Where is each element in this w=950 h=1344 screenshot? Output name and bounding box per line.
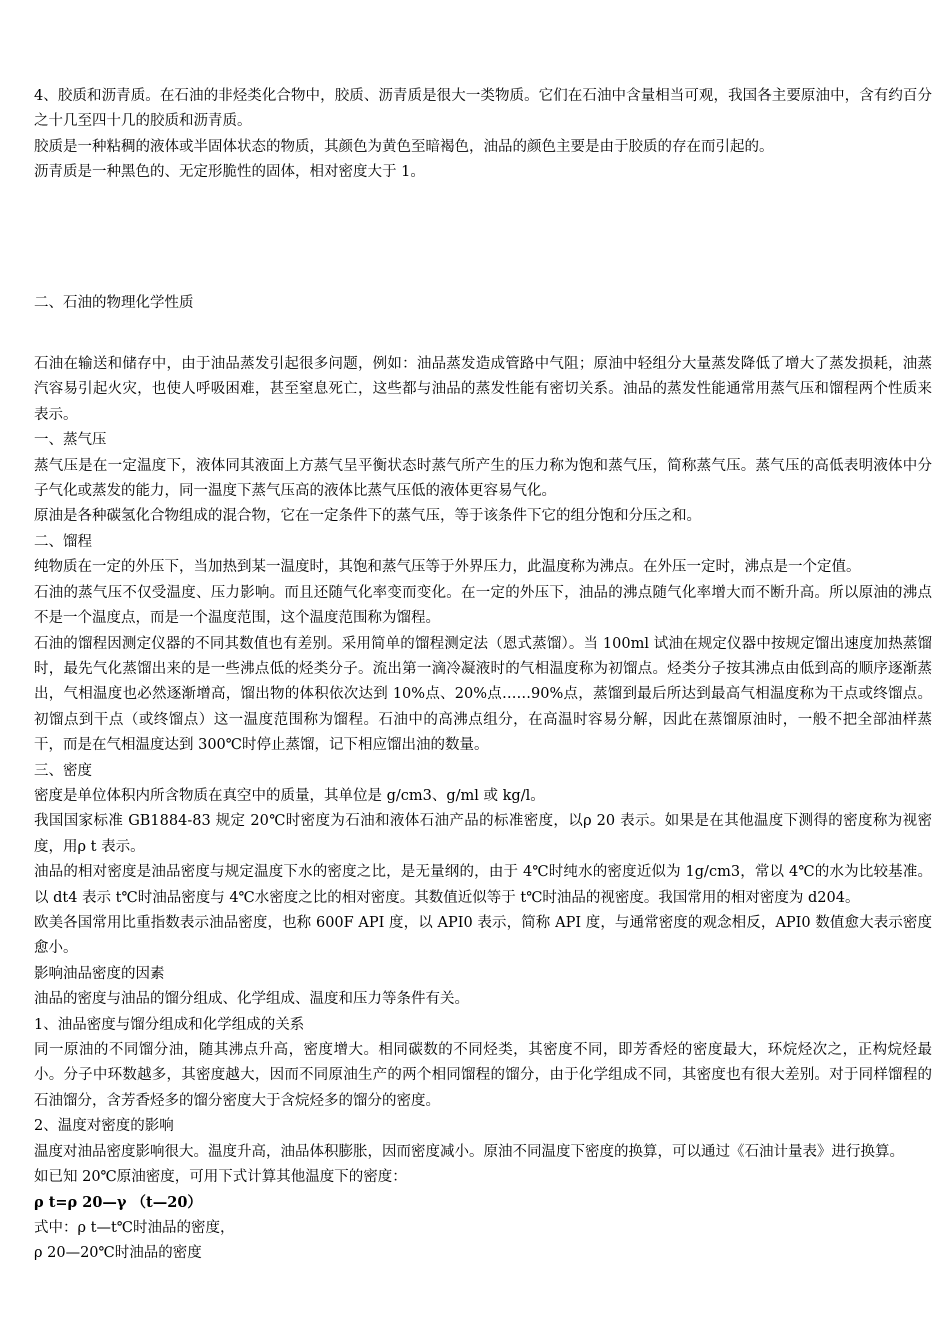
formula-where-2: ρ 20—20℃时油品的密度 xyxy=(34,1245,202,1262)
section4-paragraph-2: 胶质是一种粘稠的液体或半固体状态的物质，其颜色为黄色至暗褐色，油品的颜色主要是由于胶质的存在而引起的。 xyxy=(34,138,774,155)
density-paragraph-4: 欧美各国常用比重指数表示油品密度，也称 600F API 度，以 API0 表示，简称 API 度，与通常密度的观念相反，API0 数值愈大表示密度愈小。 xyxy=(34,914,932,957)
factor-1-heading: 1、油品密度与馏分组成和化学组成的关系 xyxy=(34,1016,305,1033)
section4-paragraph-3: 沥青质是一种黑色的、无定形脆性的固体，相对密度大于 1。 xyxy=(34,164,425,181)
spacer xyxy=(34,186,932,291)
factor-1-paragraph: 同一原油的不同馏分油，随其沸点升高，密度增大。相同碳数的不同烃类，其密度不同，即芳香烃的密度最大，环烷烃次之，正构烷烃最小。分子中环数越多，其密度越大，因而不同原油生产的两个相同馏程的馏分，由于化学组成不同，其密度也有很大差别。对于同样馏程的石油馏分，含芳香烃多的馏分密度大于含烷烃多的馏分的密度。 xyxy=(34,1042,932,1109)
part2-title: 二、石油的物理化学性质 xyxy=(34,294,194,311)
part2-intro: 石油在输送和储存中，由于油品蒸发引起很多问题，例如：油品蒸发造成管路中气阻；原油中轻组分大量蒸发降低了增大了蒸发损耗，油蒸汽容易引起火灾，也使人呼吸困难，甚至窒息死亡，这些都与油品的蒸发性能有密切关系。油品的蒸发性能通常用蒸气压和馏程两个性质来表示。 xyxy=(34,356,932,423)
density-formula: ρ t=ρ 20—γ （t—20） xyxy=(34,1194,202,1212)
vapor-pressure-paragraph-1: 蒸气压是在一定温度下，液体同其液面上方蒸气呈平衡状态时蒸气所产生的压力称为饱和蒸气压，简称蒸气压。蒸气压的高低表明液体中分子气化或蒸发的能力，同一温度下蒸气压高的液体比蒸气压低的液体更容易气化。 xyxy=(34,457,932,500)
formula-where-1: 式中：ρ t—t℃时油品的密度， xyxy=(34,1219,235,1236)
factor-2-paragraph-1: 温度对油品密度影响很大。温度升高，油品体积膨胀，因而密度减小。原油不同温度下密度的换算，可以通过《石油计量表》进行换算。 xyxy=(34,1143,904,1160)
vapor-pressure-paragraph-2: 原油是各种碳氢化合物组成的混合物，它在一定条件下的蒸气压，等于该条件下它的组分饱和分压之和。 xyxy=(34,508,701,525)
distillation-paragraph-1: 纯物质在一定的外压下，当加热到某一温度时，其饱和蒸气压等于外界压力，此温度称为沸点。在外压一定时，沸点是一个定值。 xyxy=(34,559,861,576)
factor-2-heading: 2、温度对密度的影响 xyxy=(34,1118,174,1135)
spacer xyxy=(34,316,932,352)
vapor-pressure-heading: 一、蒸气压 xyxy=(34,432,107,449)
density-paragraph-2: 我国国家标准 GB1884-83 规定 20℃时密度为石油和液体石油产品的标准密度，以ρ 20 表示。如果是在其他温度下测得的密度称为视密度，用ρ t 表示。 xyxy=(34,813,932,855)
density-paragraph-1: 密度是单位体积内所含物质在真空中的质量，其单位是 g/cm3、g/ml 或 kg/l。 xyxy=(34,787,545,804)
factor-2-paragraph-2: 如已知 20℃原油密度，可用下式计算其他温度下的密度： xyxy=(34,1169,407,1186)
distillation-paragraph-2: 石油的蒸气压不仅受温度、压力影响。而且还随气化率变而变化。在一定的外压下，油品的沸点随气化率增大而不断升高。所以原油的沸点不是一个温度点，而是一个温度范围，这个温度范围称为馏程。 xyxy=(34,584,932,627)
density-heading: 三、密度 xyxy=(34,762,92,779)
density-factors-heading: 影响油品密度的因素 xyxy=(34,965,165,982)
document-page xyxy=(34,84,932,1267)
density-paragraph-3: 油品的相对密度是油品密度与规定温度下水的密度之比，是无量纲的，由于 4℃时纯水的密度近似为 1g/cm3，常以 4℃的水为比较基准。以 dt4 表示 t℃时油品密度与 4℃水密度之比的相对密度。其数值近似等于 t℃时油品的视密度。我国常用的相对密度为 d204。 xyxy=(34,864,932,906)
density-factors-paragraph: 油品的密度与油品的馏分组成、化学组成、温度和压力等条件有关。 xyxy=(34,991,469,1008)
distillation-paragraph-3: 石油的馏程因测定仪器的不同其数值也有差别。采用简单的馏程测定法（恩式蒸馏）。当 100ml 试油在规定仪器中按规定馏出速度加热蒸馏时，最先气化蒸馏出来的是一些沸点低的烃类分子。流出第一滴冷凝液时的气相温度称为初馏点。烃类分子按其沸点由低到高的顺序逐渐蒸出，气相温度也必然逐渐增高，馏出物的体积依次达到 10%点、20%点……90%点，蒸馏到最后所达到最高气相温度称为干点或终馏点。初馏点到干点（或终馏点）这一温度范围称为馏程。石油中的高沸点组分，在高温时容易分解，因此在蒸馏原油时，一般不把全部油样蒸干，而是在气相温度达到 300℃时停止蒸馏，记下相应馏出油的数量。 xyxy=(34,635,932,754)
distillation-heading: 二、馏程 xyxy=(34,533,92,550)
section4-paragraph-1: 4、胶质和沥青质。在石油的非烃类化合物中，胶质、沥青质是很大一类物质。它们在石油中含量相当可观，我国各主要原油中，含有约百分之十几至四十几的胶质和沥青质。 xyxy=(34,88,932,130)
